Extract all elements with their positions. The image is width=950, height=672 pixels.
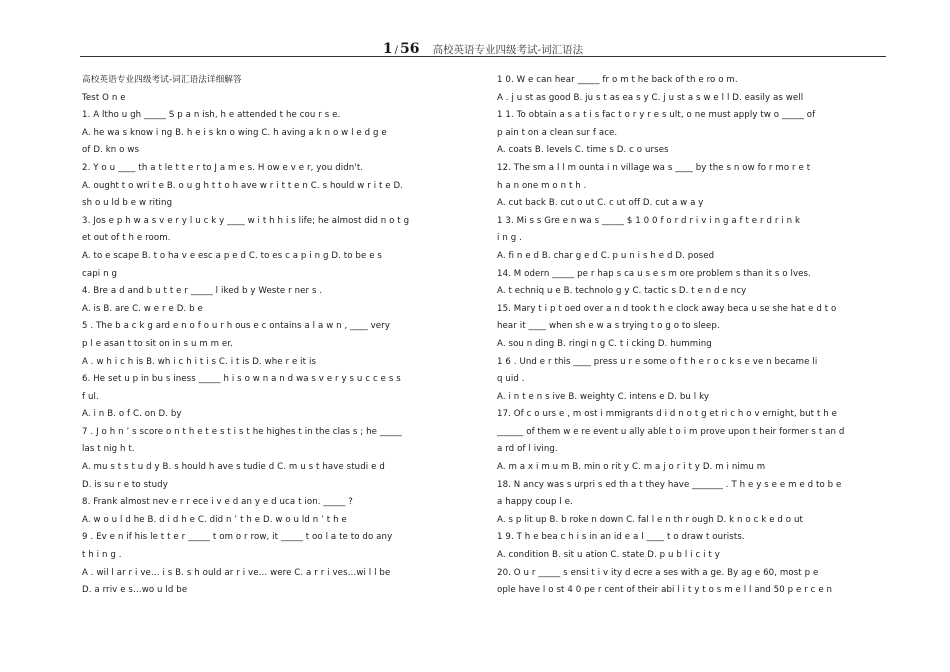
text-line: 2. Y o u ____ th a t le t t e r to J a m e s. H ow e v e r, you didn't. (82, 162, 364, 173)
text-line: A. w o u l d he B. d i d h e C. did n ’ t h e D. w o u ld n ’ t h e (82, 514, 347, 525)
text-line: sh o u ld b e w riting (82, 198, 173, 209)
text-line: a rd of l iving. (497, 444, 558, 455)
text-line: i n g . (497, 233, 522, 244)
text-line: A . j u st as good B. ju s t as ea s y C. j u st a s w e l l D. easily as well (497, 92, 804, 103)
text-line: 1. A ltho u gh _____ S p a n ish, h e attended t he cou r s e. (82, 110, 341, 121)
text-line: a happy coup l e. (497, 497, 573, 508)
text-line: 4. Bre a d and b u t t e r _____ l iked b y Weste r ner s . (82, 286, 323, 297)
text-line: A. mu s t s t u d y B. s hould h ave s tudie d C. m u s t have studi e d (82, 462, 385, 473)
text-line: 14. M odern _____ pe r hap s ca u s e s m ore problem s than it s o lves. (497, 268, 811, 279)
text-line: capi n g (82, 268, 117, 279)
text-line: las t nig h t. (82, 444, 135, 455)
text-line: A. is B. are C. w e r e D. b e (82, 303, 203, 314)
text-line: A. i n B. o f C. on D. by (82, 409, 182, 420)
text-line: A. condition B. sit u ation C. state D. p u b l i c i t y (497, 550, 720, 561)
text-line: 20. O u r _____ s ensi t i v ity d ecre a ses with a ge. By ag e 60, most p e (497, 567, 819, 578)
text-line: 1 0. W e can hear _____ fr o m t he back of th e ro o m. (497, 75, 738, 85)
text-line: 12. The sm a l l m ounta i n village wa s ____ by the s n ow fo r mo r e t (497, 162, 811, 173)
page-total: 56 (399, 41, 420, 57)
text-line: 9 . Ev e n if his le t t e r _____ t om o r row, it _____ t oo l a te to do any (82, 532, 393, 543)
header-rule (80, 56, 886, 57)
text-line: 高校英语专业四级考试-词汇语法详细解答 (82, 75, 242, 85)
left-column (82, 72, 474, 600)
text-line: A. s p lit up B. b roke n down C. fal l e n th r ough D. k n o c k e d o ut (497, 514, 804, 525)
text-line: 6. He set u p in bu s iness _____ h i s o w n a n d wa s v e r y s u c c e s s (82, 374, 401, 385)
text-line: 15. Mary t i p t oed over a n d took t h e clock away beca u se she hat e d t o (497, 303, 837, 314)
text-line: A. m a x i m u m B. min o rit y C. m a j o r i t y D. m i nimu m (497, 462, 766, 473)
text-line: A. ought t o wri t e B. o u g h t t o h ave w r i t t e n C. s hould w r i t e D. (82, 180, 404, 191)
text-line: 7 . J o h n ’ s score o n t h e t e s t i s t he highes t in the clas s ; he _____ (82, 426, 402, 437)
page-header (80, 38, 886, 58)
page-separator: / (394, 45, 398, 56)
text-line: 5 . The b a c k g ard e n o f o u r h ous e c ontains a l a w n , ____ very (82, 321, 391, 332)
text-line: of D. kn o ws (82, 145, 140, 156)
text-line: 3. Jos e p h w a s v e r y l u c k y ____ w i t h h i s life; he almost did n o t g (82, 215, 410, 226)
text-line: f ul. (82, 391, 99, 402)
text-line: Test O n e (82, 92, 126, 103)
text-line: D. is su r e to study (82, 479, 168, 490)
text-line: et out of t h e room. (82, 233, 171, 244)
text-line: 1 9. T h e bea c h i s in an id e a l ____ t o draw t ourists. (497, 532, 745, 543)
text-line: p ain t on a clean sur f ace. (497, 127, 618, 138)
text-line: 18. N ancy was s urpri s ed th a t they have _______ . T h e y s e e m e d to b e (497, 479, 842, 490)
text-line: A. sou n ding B. ringi n g C. t i cking D. humming (497, 338, 712, 349)
right-column (497, 72, 887, 600)
page-number: 1 (382, 41, 393, 57)
text-line: 1 3. Mi s s Gre e n wa s _____ $ 1 0 0 f o r d r i v i n g a f t e r d r i n k (497, 215, 801, 226)
text-line: h a n one m o n t h . (497, 180, 587, 191)
text-line: A. t echniq u e B. technolo g y C. tactic s D. t e n d e ncy (497, 286, 747, 297)
text-line: 17. Of c o urs e , m ost i mmigrants d i d n o t g et ri c h o v ernight, but t h e (497, 409, 838, 420)
text-line: A. cut back B. cut o ut C. c ut off D. cut a w a y (497, 198, 704, 209)
text-line: A. coats B. levels C. time s D. c o urses (497, 145, 669, 156)
document-title: 高校英语专业四级考试-词汇语法 (432, 44, 584, 56)
text-line: ople have l o st 4 0 pe r cent of their abi l i t y t o s m e l l and 50 p e r c e n (497, 585, 833, 596)
text-line: 8. Frank almost nev e r r ece i v e d an y e d uca t ion. _____ ? (82, 497, 353, 508)
text-line: D. a rriv e s…wo u ld be (82, 585, 188, 596)
text-line: A . w h i c h is B. wh i c h i t i s C. i t is D. whe r e it is (82, 356, 317, 367)
text-line: 1 6 . Und e r this ____ press u r e some o f t h e r o c k s e ve n became li (497, 356, 818, 367)
text-line: t h i n g . (82, 550, 122, 561)
text-line: p l e asan t to sit on in s u m m er. (82, 338, 233, 349)
text-line: q uid . (497, 374, 525, 385)
text-line: 1 1. To obtain a s a t i s fac t o r y r e s ult, o ne must apply tw o _____ of (497, 110, 816, 121)
text-line: A. fi n e d B. char g e d C. p u n i s h e d D. posed (497, 250, 715, 261)
text-line: ______ of them w e re event u ally able t o i m prove upon t heir former s t an d (497, 426, 845, 437)
text-line: A. i n t e n s ive B. weighty C. intens e D. bu l ky (497, 391, 710, 402)
text-line: A. he wa s know i ng B. h e i s kn o wing C. h aving a k n o w l e d g e (82, 127, 387, 138)
text-line: A. to e scape B. t o ha v e esc a p e d C. to es c a p i n g D. to be e s (82, 250, 383, 261)
text-line: A . wil l ar r i ve… i s B. s h ould ar r i ve… were C. a r r i ves…wi l l be (82, 567, 391, 578)
text-line: hear it ____ when sh e w a s trying t o g o to sleep. (497, 321, 720, 332)
